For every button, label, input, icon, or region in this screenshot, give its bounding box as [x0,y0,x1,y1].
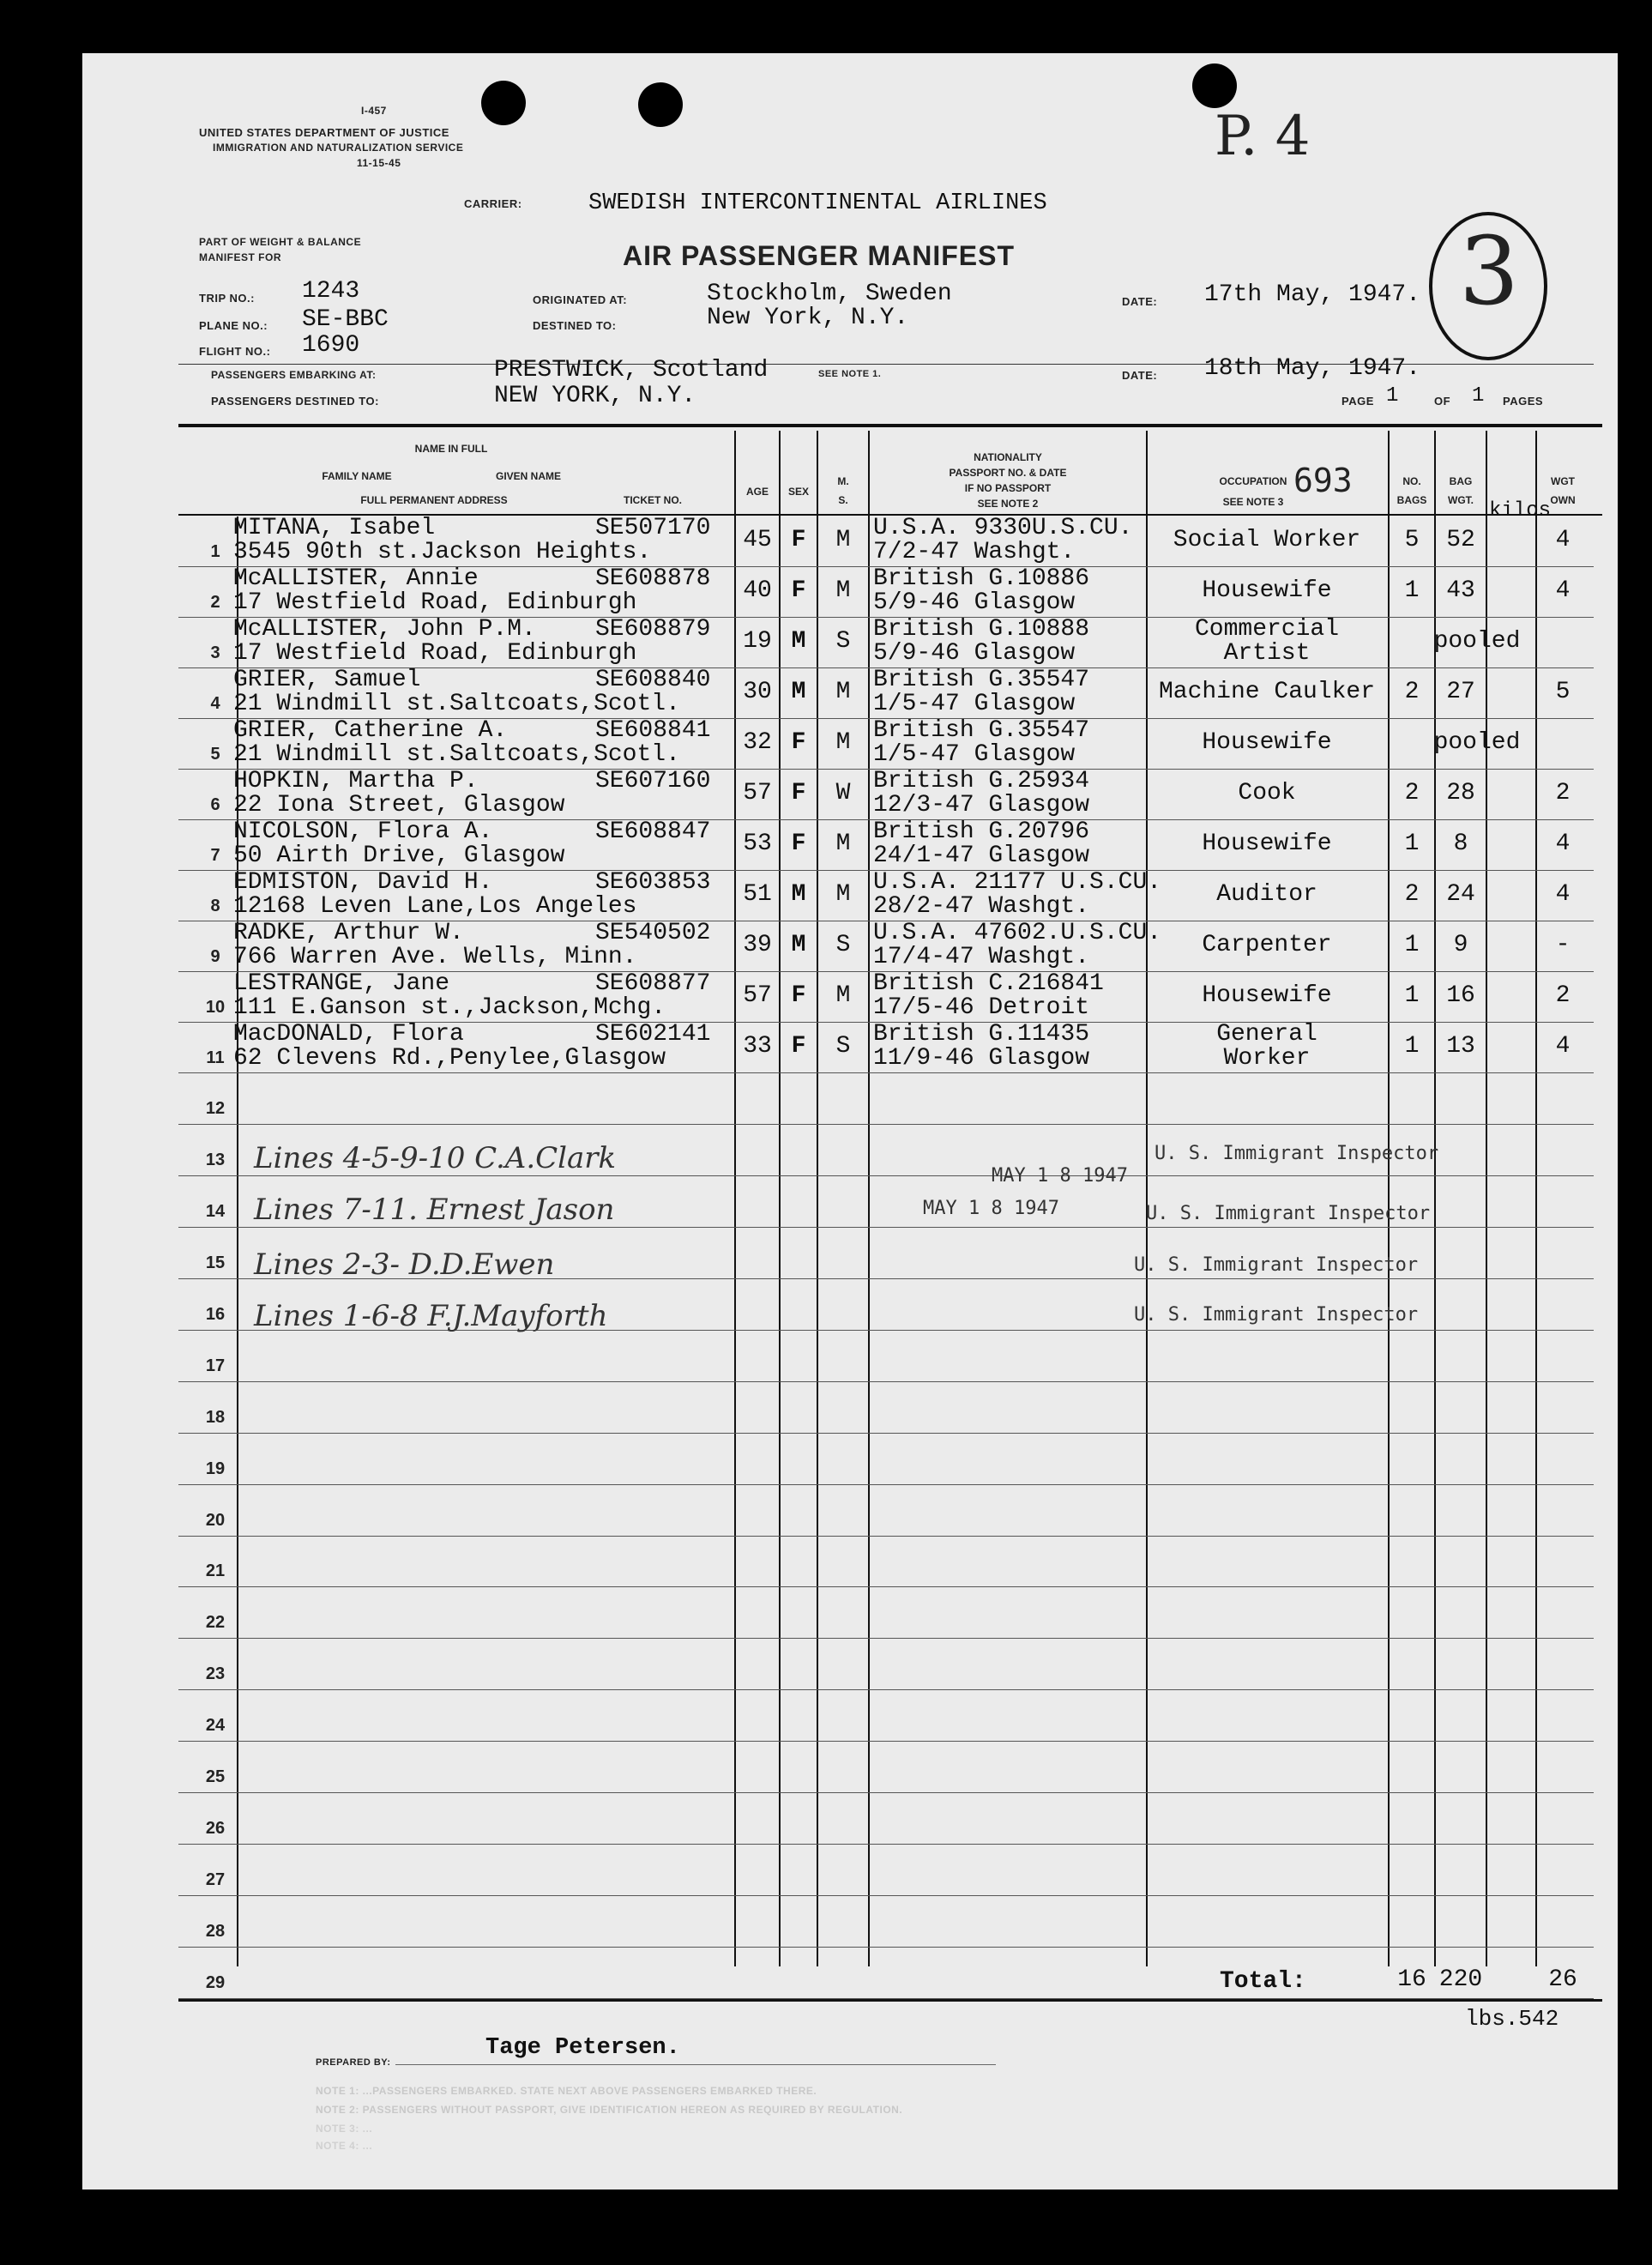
bag-weight: 16 [1446,982,1475,1009]
passenger-name: GRIER, Samuel [233,667,421,693]
ticket-number: SE608841 [595,717,711,744]
originated-label: ORIGINATED AT: [533,293,628,306]
col-rule [817,431,818,1966]
marital-status: M [835,527,851,553]
row-number: 27 [205,1870,226,1890]
passenger-age: 57 [743,780,772,806]
nationality-passport: U.S.A. 21177 U.S.CU. [873,869,1162,896]
destined-value: New York, N.Y. [707,305,909,331]
passport-date: 1/5-47 Glasgow [873,691,1076,717]
department-name: UNITED STATES DEPARTMENT OF JUSTICE [199,126,449,139]
row-divider [178,1689,1594,1690]
date2-value: 18th May, 1947. [1204,355,1421,382]
pages-label: PAGES [1503,395,1544,408]
own-weight: 4 [1555,830,1571,857]
punch-hole [1192,63,1237,108]
col-header-nat-1: NATIONALITY [974,451,1042,463]
footer-note-4: NOTE 4: ... [316,2140,373,2152]
row-number: 19 [205,1459,226,1478]
col-header-nat-3: IF NO PASSPORT [964,482,1052,494]
row-number: 23 [205,1664,226,1684]
inspection-signature-3: Lines 2-3- D.D.Ewen [254,1247,555,1282]
row-divider [178,1227,1594,1228]
page-number: 1 [1386,384,1399,408]
passport-date: 17/4-47 Washgt. [873,944,1090,970]
prepared-by-label: PREPARED BY: [316,2057,391,2068]
flight-label: FLIGHT NO.: [199,345,271,358]
bag-count: 1 [1404,1033,1420,1060]
row-divider [178,1947,1594,1948]
passenger-name: NICOLSON, Flora A. [233,818,493,845]
passenger-age: 53 [743,830,772,857]
nationality-passport: U.S.A. 47602.U.S.CU. [873,920,1162,946]
bag-weight: 52 [1446,527,1475,553]
inspection-signature-2: Lines 7-11. Ernest Jason [254,1193,615,1227]
row-divider [178,1741,1594,1742]
marital-status: M [835,982,851,1009]
row-divider [178,1433,1594,1434]
row-number: 4 [210,694,220,713]
originated-value: Stockholm, Sweden [707,281,952,307]
passenger-name: LESTRANGE, Jane [233,970,450,997]
table-bottom-rule [178,1999,1602,2002]
col-header-name: NAME IN FULL [414,443,488,455]
col-header-own-1: WGT [1551,475,1575,487]
passenger-name: EDMISTON, David H. [233,869,493,896]
passenger-address: 3545 90th st.Jackson Heights. [233,539,652,565]
col-header-address: FULL PERMANENT ADDRESS [360,494,508,506]
passenger-address: 17 Westfield Road, Edinburgh [233,589,637,616]
own-weight: 4 [1555,577,1571,604]
handwritten-circled-number: 3 [1459,216,1519,326]
passport-date: 5/9-46 Glasgow [873,589,1076,616]
passenger-sex: F [791,780,806,806]
occupation: Carpenter [1202,932,1332,958]
marital-status: M [835,881,851,908]
ticket-number: SE608877 [595,970,711,997]
nationality-passport: British G.25934 [873,768,1090,794]
nationality-passport: British C.216841 [873,970,1104,997]
row-divider [178,1381,1594,1382]
inspection-stamp-1: U. S. Immigrant Inspector [1155,1143,1439,1164]
total-weight: 220 [1438,1966,1483,1993]
passengers-destined-value: NEW YORK, N.Y. [494,383,696,409]
own-weight: 2 [1555,982,1571,1009]
passenger-sex: M [791,679,806,705]
bag-count: 1 [1404,577,1420,604]
passport-date: 5/9-46 Glasgow [873,640,1076,667]
col-rule [868,431,870,1966]
col-header-own-2: OWN [1550,494,1576,506]
own-weight: - [1555,932,1571,958]
table-top-rule [178,424,1602,427]
inspection-stamp-date-2: MAY 1 8 1947 [923,1198,1059,1219]
col-header-nat-4: SEE NOTE 2 [977,498,1039,510]
row-divider [178,1484,1594,1485]
plane-value: SE-BBC [302,306,389,333]
inspection-stamp-4: U. S. Immigrant Inspector [1134,1304,1419,1326]
occupation-line2: Artist [1223,640,1311,667]
date-label: DATE: [1122,295,1158,308]
nationality-passport: British G.35547 [873,717,1090,744]
bag-weight: 8 [1453,830,1468,857]
passenger-sex: M [791,881,806,908]
marital-status: S [835,628,851,655]
passenger-age: 30 [743,679,772,705]
nationality-passport: British G.20796 [873,818,1090,845]
col-header-ticket: TICKET NO. [624,494,682,506]
passenger-address: 50 Airth Drive, Glasgow [233,843,565,869]
footer-note-1: NOTE 1: ...PASSENGERS EMBARKED. STATE NEXT ABOVE PASSENGERS EMBARKED THERE. [316,2085,817,2097]
bag-weight: 24 [1446,881,1475,908]
row-divider [178,1072,1594,1073]
form-number: I-457 [361,105,387,117]
col-header-bags-1: NO. [1402,475,1421,487]
row-divider [178,1844,1594,1845]
col-header-bags-2: BAGS [1396,494,1427,506]
row-number: 1 [210,542,220,561]
ticket-number: SE540502 [595,920,711,946]
passenger-age: 45 [743,527,772,553]
ticket-number: SE608879 [595,616,711,643]
carrier-label: CARRIER: [464,197,522,210]
col-rule [1486,431,1487,1966]
embarking-value: PRESTWICK, Scotland [494,357,769,384]
passenger-name: MITANA, Isabel [233,515,436,541]
passenger-age: 32 [743,729,772,756]
document-title: AIR PASSENGER MANIFEST [623,240,1015,271]
marital-status: S [835,932,851,958]
col-header-given: GIVEN NAME [495,470,561,482]
row-divider [178,1586,1594,1587]
inspection-signature-1: Lines 4-5-9-10 C.A.Clark [254,1141,617,1175]
total-bags: 16 [1397,1966,1426,1993]
col-header-ms-2: S. [838,494,848,506]
occupation: General [1216,1021,1317,1048]
col-header-occ-1: OCCUPATION [1219,475,1287,487]
passenger-address: 111 E.Ganson st.,Jackson,Mchg. [233,994,666,1021]
passenger-age: 19 [743,628,772,655]
row-number: 16 [205,1304,226,1324]
passenger-name: MacDONALD, Flora [233,1021,464,1048]
punch-hole [638,82,683,127]
destined-label: DESTINED TO: [533,319,617,332]
passenger-sex: F [791,729,806,756]
total-lbs: lbs.542 [1465,2006,1559,2032]
passenger-address: 21 Windmill st.Saltcoats,Scotl. [233,691,680,717]
passport-date: 28/2-47 Washgt. [873,893,1090,920]
ticket-number: SE608840 [595,667,711,693]
ticket-number: SE608847 [595,818,711,845]
row-number: 20 [205,1510,226,1530]
row-number: 10 [205,998,226,1017]
occupation: Machine Caulker [1158,679,1376,705]
nationality-passport: British G.10888 [873,616,1090,643]
passenger-address: 21 Windmill st.Saltcoats,Scotl. [233,741,680,768]
row-number: 26 [205,1819,226,1839]
passenger-sex: F [791,577,806,604]
col-header-nat-2: PASSPORT NO. & DATE [949,467,1067,479]
bag-weight: 13 [1446,1033,1475,1060]
own-weight: 5 [1555,679,1571,705]
carrier-value: SWEDISH INTERCONTINENTAL AIRLINES [588,190,1047,216]
own-weight: 2 [1555,780,1571,806]
row-divider [178,1536,1594,1537]
bag-count: 2 [1404,780,1420,806]
passenger-sex: F [791,982,806,1009]
inspection-stamp-date-1: MAY 1 8 1947 [992,1165,1128,1187]
date2-label: DATE: [1122,369,1158,382]
ticket-number: SE602141 [595,1021,711,1048]
kilos-note: kilos [1489,499,1552,522]
passenger-address: 766 Warren Ave. Wells, Minn. [233,944,637,970]
col-header-wgt-1: BAG [1449,475,1473,487]
inspection-signature-4: Lines 1-6-8 F.J.Mayforth [254,1299,608,1333]
row-number: 24 [205,1716,226,1736]
passenger-age: 39 [743,932,772,958]
punch-hole [481,81,526,125]
see-note-label: SEE NOTE 1. [818,369,882,379]
embarking-label: PASSENGERS EMBARKING AT: [211,369,377,381]
passenger-age: 51 [743,881,772,908]
bag-weight: 28 [1446,780,1475,806]
occupation: Housewife [1202,577,1332,604]
bag-count: 2 [1404,679,1420,705]
own-weight: 4 [1555,527,1571,553]
footer-note-3: NOTE 3: ... [316,2123,373,2135]
row-number: 12 [205,1098,226,1118]
trip-value: 1243 [302,278,360,305]
page-label: PAGE [1341,395,1374,408]
col-header-wgt-2: WGT. [1448,494,1474,506]
col-header-ms-1: M. [837,475,849,487]
passenger-name: HOPKIN, Martha P. [233,768,479,794]
bag-count: 1 [1404,932,1420,958]
row-number: 2 [210,593,220,612]
of-label: OF [1434,395,1451,408]
marital-status: M [835,729,851,756]
marital-status: M [835,679,851,705]
col-header-sex: SEX [787,486,809,498]
nationality-passport: British G.10886 [873,565,1090,592]
occupation: Housewife [1202,729,1332,756]
passport-date: 11/9-46 Glasgow [873,1045,1090,1072]
passenger-address: 17 Westfield Road, Edinburgh [233,640,637,667]
bag-weight: 9 [1453,932,1468,958]
passenger-name: GRIER, Catherine A. [233,717,508,744]
occupation: Housewife [1202,830,1332,857]
service-name: IMMIGRATION AND NATURALIZATION SERVICE [213,142,464,154]
plane-label: PLANE NO.: [199,319,268,332]
own-weight: 4 [1555,1033,1571,1060]
col-header-age: AGE [745,486,769,498]
row-divider [178,1792,1594,1793]
bag-count: 2 [1404,881,1420,908]
row-number: 9 [210,947,220,966]
inspection-stamp-3: U. S. Immigrant Inspector [1134,1254,1419,1276]
row-number: 22 [205,1613,226,1633]
bag-weight: pooled [1433,628,1521,655]
passenger-age: 40 [743,577,772,604]
row-number: 28 [205,1922,226,1942]
marital-status: S [835,1033,851,1060]
passenger-sex: F [791,527,806,553]
row-number: 7 [210,846,220,865]
row-number: 25 [205,1767,226,1787]
bag-weight: pooled [1433,729,1521,756]
bag-weight: 43 [1446,577,1475,604]
passenger-name: McALLISTER, John P.M. [233,616,536,643]
total-own-weight: 26 [1548,1966,1577,1993]
bag-count: 1 [1404,830,1420,857]
footer-note-2: NOTE 2: PASSENGERS WITHOUT PASSPORT, GIVE IDENTIFICATION HEREON AS REQUIRED BY REGULATION. [316,2104,903,2116]
prepared-by-value: Tage Petersen. [485,2035,680,2061]
passenger-age: 57 [743,982,772,1009]
flight-value: 1690 [302,332,360,359]
ticket-number: SE507170 [595,515,711,541]
weight-balance-label: PART OF WEIGHT & BALANCE [199,236,362,248]
bag-count: 5 [1404,527,1420,553]
row-divider [178,1895,1594,1896]
occupation: Social Worker [1173,527,1361,553]
bag-count: 1 [1404,982,1420,1009]
form-date: 11-15-45 [357,157,401,169]
row-number: 17 [205,1356,226,1375]
row-number: 21 [205,1561,226,1581]
col-rule [1535,431,1537,1966]
passenger-address: 22 Iona Street, Glasgow [233,792,565,818]
passport-date: 24/1-47 Glasgow [873,843,1090,869]
row-number: 6 [210,795,220,814]
occupation: Cook [1238,780,1296,806]
inspection-stamp-2: U. S. Immigrant Inspector [1146,1203,1431,1224]
row-number: 11 [206,1048,225,1067]
passenger-name: McALLISTER, Annie [233,565,479,592]
occupation: Housewife [1202,982,1332,1009]
bag-weight: 27 [1446,679,1475,705]
passport-date: 7/2-47 Washgt. [873,539,1076,565]
passenger-age: 33 [743,1033,772,1060]
page-total: 1 [1472,384,1485,408]
row-number: 8 [210,897,220,915]
row-number: 5 [210,745,220,764]
passenger-sex: M [791,932,806,958]
col-rule [734,431,736,1966]
passenger-sex: M [791,628,806,655]
marital-status: W [835,780,851,806]
handwritten-page-mark: P. 4 [1215,105,1311,168]
row-number: 3 [210,643,220,662]
ticket-number: SE608878 [595,565,711,592]
nationality-passport: British G.11435 [873,1021,1090,1048]
handwritten-occ-number: 693 [1293,462,1353,499]
date-value: 17th May, 1947. [1204,281,1421,308]
row-number: 14 [205,1201,226,1221]
nationality-passport: U.S.A. 9330U.S.CU. [873,515,1133,541]
row-number: 13 [205,1150,226,1169]
total-label: Total: [1220,1968,1306,1995]
manifest-for-label: MANIFEST FOR [199,251,281,263]
col-rule [779,431,781,1966]
passenger-sex: F [791,1033,806,1060]
passport-date: 12/3-47 Glasgow [873,792,1090,818]
col-header-occ-2: SEE NOTE 3 [1222,496,1284,508]
trip-label: TRIP NO.: [199,292,255,305]
manifest-sheet [82,53,1618,2190]
occupation: Auditor [1216,881,1317,908]
passengers-destined-label: PASSENGERS DESTINED TO: [211,395,379,408]
occupation: Commercial [1194,616,1340,643]
row-divider [178,1124,1594,1125]
passport-date: 17/5-46 Detroit [873,994,1090,1021]
occupation-line2: Worker [1223,1045,1311,1072]
passenger-address: 12168 Leven Lane,Los Angeles [233,893,637,920]
row-number: 15 [205,1253,226,1272]
prepared-by-rule [395,2064,996,2065]
own-weight: 4 [1555,881,1571,908]
ticket-number: SE603853 [595,869,711,896]
passenger-name: RADKE, Arthur W. [233,920,464,946]
passenger-address: 62 Clevens Rd.,Penylee,Glasgow [233,1045,666,1072]
passport-date: 1/5-47 Glasgow [873,741,1076,768]
row-number: 29 [205,1973,226,1992]
ticket-number: SE607160 [595,768,711,794]
row-divider [178,1638,1594,1639]
nationality-passport: British G.35547 [873,667,1090,693]
col-rule [1434,431,1436,1966]
col-header-family: FAMILY NAME [322,470,392,482]
passenger-sex: F [791,830,806,857]
marital-status: M [835,577,851,604]
marital-status: M [835,830,851,857]
row-divider [178,1175,1594,1176]
row-number: 18 [205,1407,226,1427]
